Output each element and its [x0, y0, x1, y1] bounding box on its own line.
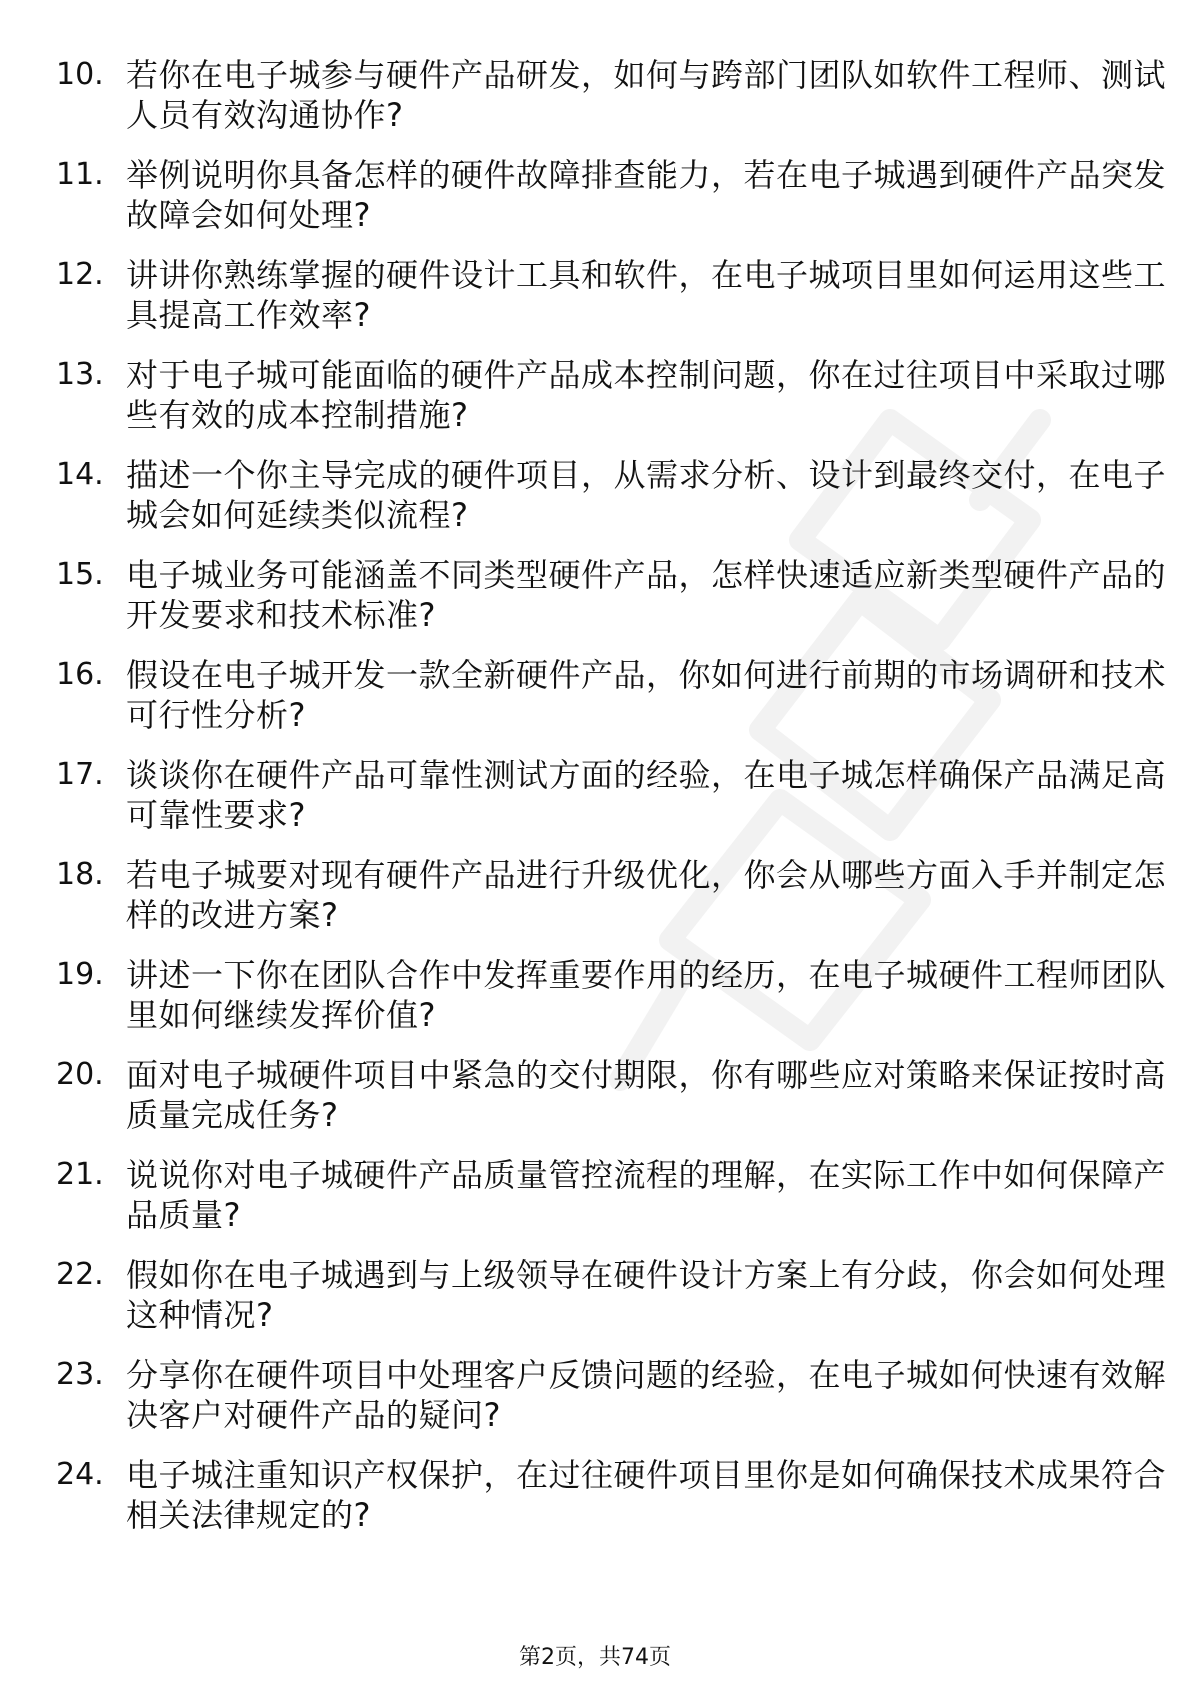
question-text: 描述一个你主导完成的硬件项目，从需求分析、设计到最终交付，在电子城会如何延续类似流程?: [126, 456, 1167, 534]
question-text: 举例说明你具备怎样的硬件故障排查能力，若在电子城遇到硬件产品突发故障会如何处理?: [126, 156, 1167, 234]
question-number: 21.: [56, 1157, 104, 1192]
question-item: [56, 1450, 1167, 1550]
question-list: [56, 50, 1167, 1550]
question-text: 面对电子城硬件项目中紧急的交付期限，你有哪些应对策略来保证按时高质量完成任务?: [126, 1056, 1167, 1134]
question-item: [56, 1250, 1167, 1350]
question-number: 24.: [56, 1457, 104, 1492]
question-item: [56, 1050, 1167, 1150]
question-item: [56, 1150, 1167, 1250]
page-indicator: 第2页，共74页: [519, 1645, 671, 1670]
question-number: 13.: [56, 357, 104, 392]
question-number: 23.: [56, 1357, 104, 1392]
question-text: 对于电子城可能面临的硬件产品成本控制问题，你在过往项目中采取过哪些有效的成本控制措施?: [126, 356, 1167, 434]
question-number: 19.: [56, 957, 104, 992]
question-item: [56, 150, 1167, 250]
question-number: 17.: [56, 757, 104, 792]
question-item: [56, 250, 1167, 350]
question-item: [56, 750, 1167, 850]
question-number: 18.: [56, 857, 104, 892]
question-text: 电子城注重知识产权保护，在过往硬件项目里你是如何确保技术成果符合相关法律规定的?: [126, 1456, 1167, 1534]
question-item: [56, 50, 1167, 150]
question-number: 10.: [56, 57, 104, 92]
question-text: 假设在电子城开发一款全新硬件产品，你如何进行前期的市场调研和技术可行性分析?: [126, 656, 1167, 734]
question-text: 谈谈你在硬件产品可靠性测试方面的经验，在电子城怎样确保产品满足高可靠性要求?: [126, 756, 1167, 834]
question-number: 20.: [56, 1057, 104, 1092]
question-text: 若你在电子城参与硬件产品研发，如何与跨部门团队如软件工程师、测试人员有效沟通协作?: [126, 56, 1167, 134]
question-text: 讲讲你熟练掌握的硬件设计工具和软件，在电子城项目里如何运用这些工具提高工作效率?: [126, 256, 1167, 334]
question-text: 分享你在硬件项目中处理客户反馈问题的经验，在电子城如何快速有效解决客户对硬件产品的疑问?: [126, 1356, 1167, 1434]
question-item: [56, 650, 1167, 750]
question-text: 说说你对电子城硬件产品质量管控流程的理解，在实际工作中如何保障产品质量?: [126, 1156, 1167, 1234]
question-number: 22.: [56, 1257, 104, 1292]
question-text: 假如你在电子城遇到与上级领导在硬件设计方案上有分歧，你会如何处理这种情况?: [126, 1256, 1167, 1334]
question-number: 15.: [56, 557, 104, 592]
question-item: [56, 450, 1167, 550]
question-number: 14.: [56, 457, 104, 492]
question-item: [56, 550, 1167, 650]
question-item: [56, 850, 1167, 950]
question-item: [56, 950, 1167, 1050]
question-text: 若电子城要对现有硬件产品进行升级优化，你会从哪些方面入手并制定怎样的改进方案?: [126, 856, 1167, 934]
question-text: 讲述一下你在团队合作中发挥重要作用的经历，在电子城硬件工程师团队里如何继续发挥价值?: [126, 956, 1167, 1034]
question-number: 12.: [56, 257, 104, 292]
question-item: [56, 1350, 1167, 1450]
question-text: 电子城业务可能涵盖不同类型硬件产品，怎样快速适应新类型硬件产品的开发要求和技术标准?: [126, 556, 1167, 634]
question-item: [56, 350, 1167, 450]
question-number: 11.: [56, 157, 104, 192]
question-number: 16.: [56, 657, 104, 692]
